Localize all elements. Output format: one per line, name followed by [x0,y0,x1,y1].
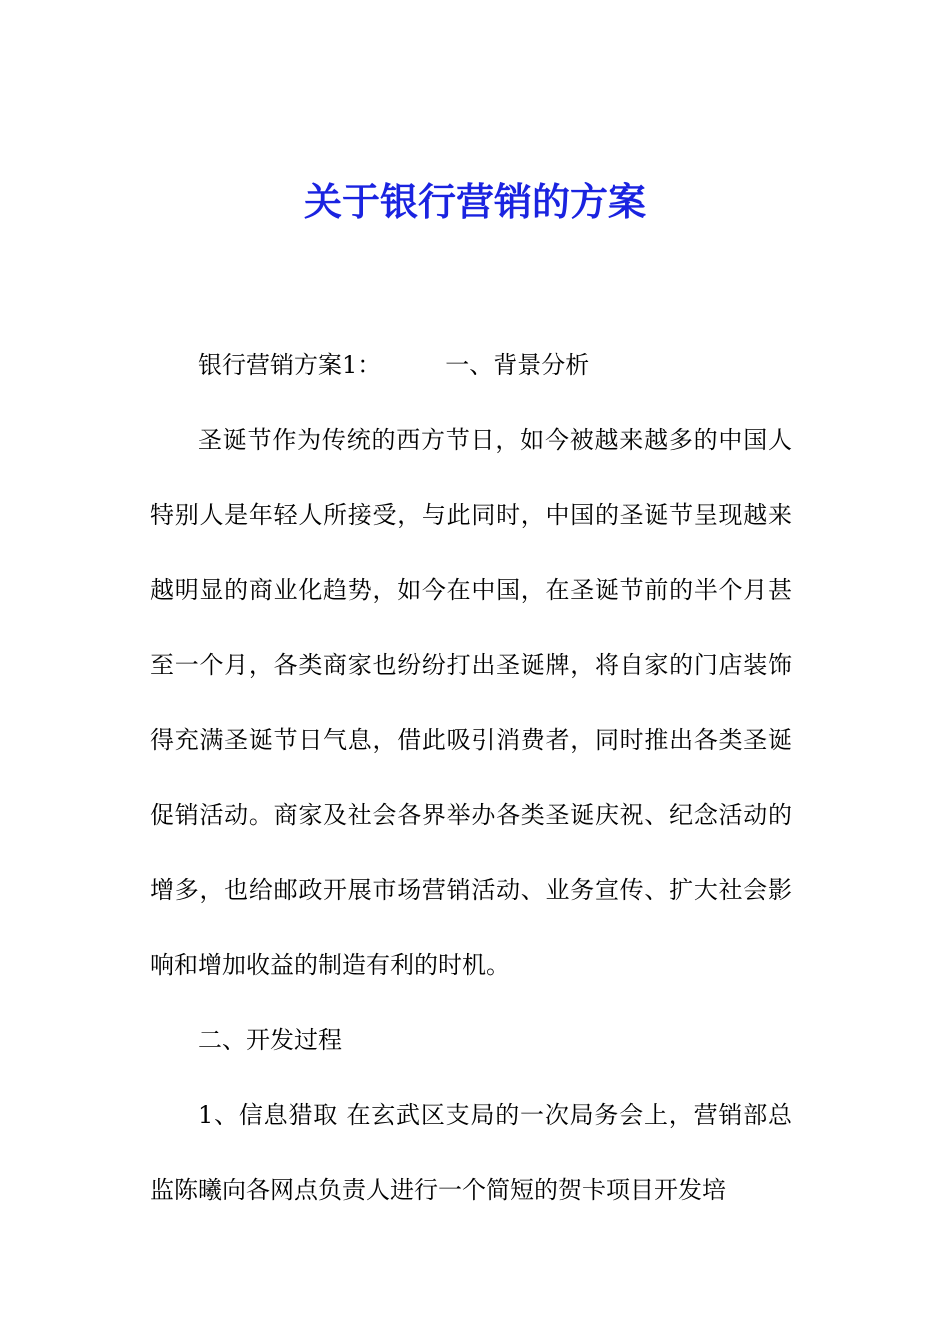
section-1-heading: 一、背景分析 [445,351,590,379]
paragraph-info-gathering: 1、信息猎取 在玄武区支局的一次局务会上，营销部总监陈曦向各网点负责人进行一个简短的贺卡项目开发培 [150,1101,792,1204]
plan-heading-prefix: 银行营销方案1： [198,351,382,379]
section-2-heading: 二、开发过程 [198,1026,342,1054]
document-body [150,328,792,1228]
document-title: 关于银行营销的方案 [303,179,646,224]
paragraph-background: 圣诞节作为传统的西方节日，如今被越来越多的中国人特别人是年轻人所接受，与此同时，中国的圣诞节呈现越来越明显的商业化趋势，如今在中国，在圣诞节前的半个月甚至一个月，各类商家也纷纷打出圣诞牌，将自家的门店装饰得充满圣诞节日气息，借此吸引消费者，同时推出各类圣诞促销活动。商家及社会各界举办各类圣诞庆祝、纪念活动的增多，也给邮政开展市场营销活动、业务宣传、扩大社会影响和增加收益的制造有利的时机。 [150,426,792,979]
plan-heading-line [150,328,792,403]
